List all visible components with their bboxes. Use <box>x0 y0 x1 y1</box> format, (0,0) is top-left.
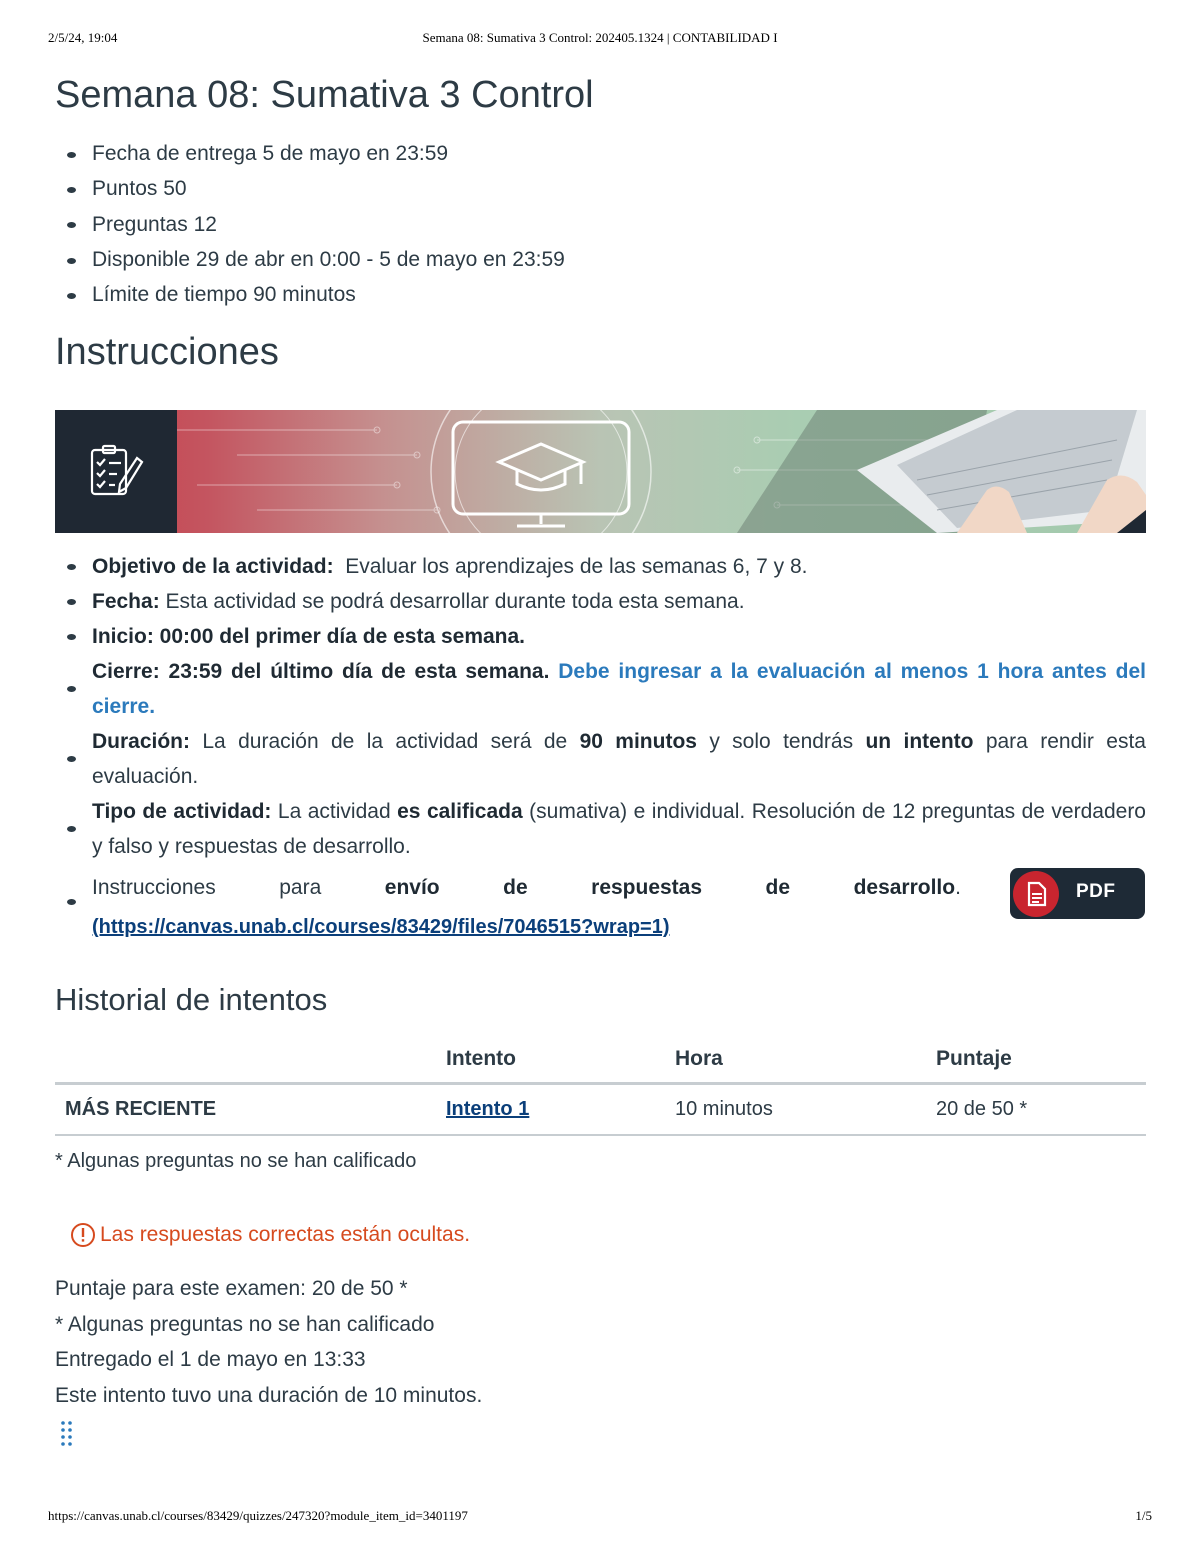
dev-word-5: respuestas <box>591 876 703 899</box>
attempts-header-row <box>55 1036 1146 1084</box>
row-score: 20 de 50 * <box>931 1084 1146 1136</box>
dev-word-7: desarrollo <box>853 876 956 899</box>
instr-cierre <box>55 654 1146 724</box>
print-url: https://canvas.unab.cl/courses/83429/quizzes/247320?module_item_id=3401197 <box>48 1508 468 1523</box>
col-header-intento: Intento <box>436 1036 670 1084</box>
hidden-answers-warning <box>70 1222 470 1248</box>
meta-points: Puntos 50 <box>55 172 565 207</box>
cierre-text: Cierre: 23:59 del último día de esta semana. <box>92 660 550 683</box>
tipo-text-2: (sumativa) e individual. <box>529 800 746 823</box>
duracion-text-3: para rendir esta evaluación. <box>92 730 1146 788</box>
tipo-label: Tipo de actividad: <box>92 800 272 823</box>
duracion-label: Duración: <box>92 730 191 753</box>
objetivo-label: Objetivo de la actividad: <box>92 555 334 578</box>
instr-desarrollo <box>55 864 1146 940</box>
page-title: Semana 08: Sumativa 3 Control <box>55 74 594 116</box>
summary-note: * Algunas preguntas no se han calificado <box>55 1312 435 1336</box>
tipo-calificada: es calificada <box>397 800 523 823</box>
duracion-minutes: 90 minutos <box>579 730 697 753</box>
drag-handle-icon[interactable] <box>60 1420 74 1451</box>
meta-due-date: Fecha de entrega 5 de mayo en 23:59 <box>55 137 565 172</box>
pdf-label: PDF <box>1076 881 1116 902</box>
attempt-summary <box>55 1272 482 1414</box>
document-checklist-icon <box>55 410 177 533</box>
banner-illustration <box>177 410 1146 533</box>
banner-icon-block <box>55 410 177 533</box>
col-header-puntaje: Puntaje <box>931 1036 1146 1084</box>
dev-word-1: Instrucciones <box>92 876 216 899</box>
quiz-meta-list <box>55 137 565 313</box>
fecha-text: Esta actividad se podrá desarrollar durante toda esta semana. <box>165 590 745 613</box>
warning-icon <box>70 1222 96 1248</box>
attempt-link[interactable]: Intento 1 <box>446 1098 530 1120</box>
row-label: MÁS RECIENTE <box>55 1084 436 1136</box>
dev-word-4: de <box>503 876 528 899</box>
history-heading: Historial de intentos <box>55 982 328 1017</box>
meta-available: Disponible 29 de abr en 0:00 - 5 de mayo en 23:59 <box>55 243 565 278</box>
pdf-file-icon <box>1013 871 1059 917</box>
summary-score: Puntaje para este examen: 20 de 50 * <box>55 1277 408 1300</box>
desarrollo-line <box>92 870 996 905</box>
ungraded-note: * Algunas preguntas no se han calificado <box>55 1150 417 1172</box>
cierre-highlight: Debe ingresar a la evaluación al menos 1 hora antes del cierre. <box>92 660 1146 718</box>
col-header-hora: Hora <box>670 1036 931 1084</box>
objetivo-text: Evaluar los aprendizajes de las semanas 6, 7 y 8. <box>345 555 808 578</box>
print-date: 2/5/24, 19:04 <box>48 30 118 45</box>
table-row <box>55 1084 1146 1136</box>
instr-inicio <box>55 619 1146 654</box>
instr-objetivo <box>55 549 1146 584</box>
dev-period: . <box>955 876 961 899</box>
duracion-text-1: La duración de la actividad será de <box>202 730 568 753</box>
instructions-heading: Instrucciones <box>55 331 279 373</box>
dev-word-6: de <box>765 876 791 899</box>
fecha-label: Fecha: <box>92 590 160 613</box>
print-title: Semana 08: Sumativa 3 Control: 202405.1324 | CONTABILIDAD I <box>422 30 778 45</box>
tipo-text-3: Resolución de 12 preguntas de verdadero y falso y respuestas de desarrollo. <box>92 800 1146 858</box>
instr-fecha <box>55 584 1146 619</box>
instructions-list <box>55 549 1146 940</box>
meta-time-limit: Límite de tiempo 90 minutos <box>55 278 565 313</box>
instr-tipo <box>55 794 1146 864</box>
pdf-icon-circle <box>1013 871 1059 917</box>
duracion-attempts: un intento <box>865 730 974 753</box>
summary-submitted: Entregado el 1 de mayo en 13:33 <box>55 1348 366 1371</box>
dev-word-3: envío <box>384 876 440 899</box>
duracion-text-2: y solo tendrás <box>709 730 854 753</box>
attempts-table <box>55 1036 1146 1136</box>
dev-word-2: para <box>279 876 322 899</box>
dev-word-7-wrap <box>854 870 961 905</box>
print-header <box>48 30 1152 50</box>
instructions-banner <box>55 410 1146 533</box>
col-header-blank <box>55 1036 436 1084</box>
summary-duration: Este intento tuvo una duración de 10 minutos. <box>55 1383 483 1407</box>
instr-duracion <box>55 724 1146 794</box>
print-page-number: 1/5 <box>1135 1508 1152 1523</box>
tipo-text-1: La actividad <box>277 800 391 823</box>
inicio-text: Inicio: 00:00 del primer día de esta semana. <box>92 625 526 648</box>
warning-text: Las respuestas correctas están ocultas. <box>100 1223 471 1246</box>
meta-questions: Preguntas 12 <box>55 208 565 243</box>
print-footer <box>48 1508 1152 1528</box>
pdf-download-button[interactable] <box>1010 868 1145 919</box>
desarrollo-file-link[interactable]: (https://canvas.unab.cl/courses/83429/files/7046515?wrap=1) <box>92 916 670 938</box>
row-time: 10 minutos <box>670 1084 931 1136</box>
